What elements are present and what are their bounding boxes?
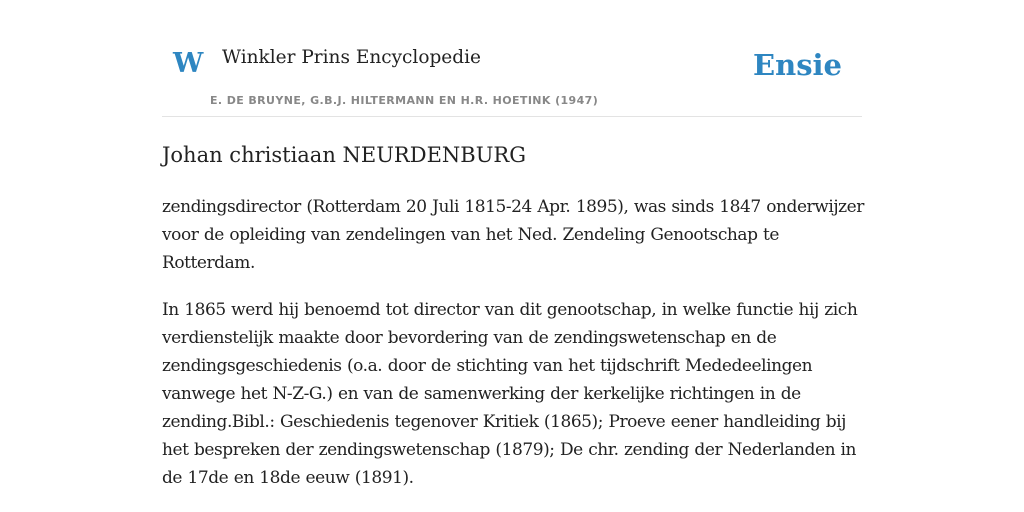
article-paragraph-2: In 1865 werd hij benoemd tot director van dit genootschap, in welke functie hij zich verdienstelijk maakte door bevordering van de zendingswetenschap en de zendingsgeschiedenis (o.a. door de stichting van het tijdschrift Mededeelingen vanwege het N-Z-G.) en van de samenwerking der kerkelijke richtingen in de zending.Bibl.: Geschiedenis tegenover Kritiek (1865); Proeve eener handleiding bij het bespreken der zendingswetenschap (1879); De chr. zending der Nederlanden in de 17de en 18de eeuw (1891). bbox=[162, 300, 858, 488]
article-paragraph-1: zendingsdirector (Rotterdam 20 Juli 1815-24 Apr. 1895), was sinds 1847 onderwijzer voor de opleiding van zendelingen van het Ned. Zendeling Genootschap te Rotterdam. bbox=[162, 197, 864, 273]
article-title: Johan christiaan NEURDENBURG bbox=[162, 143, 526, 167]
encyclopedia-title[interactable]: Winkler Prins Encyclopedie bbox=[222, 47, 481, 68]
ensie-logo-link[interactable]: Ensie bbox=[753, 48, 842, 82]
encyclopedia-authors: E. DE BRUYNE, G.B.J. HILTERMANN EN H.R. HOETINK (1947) bbox=[210, 94, 599, 107]
site-header bbox=[162, 0, 862, 117]
winkler-prins-logo[interactable]: W bbox=[173, 48, 204, 79]
article bbox=[162, 140, 872, 492]
